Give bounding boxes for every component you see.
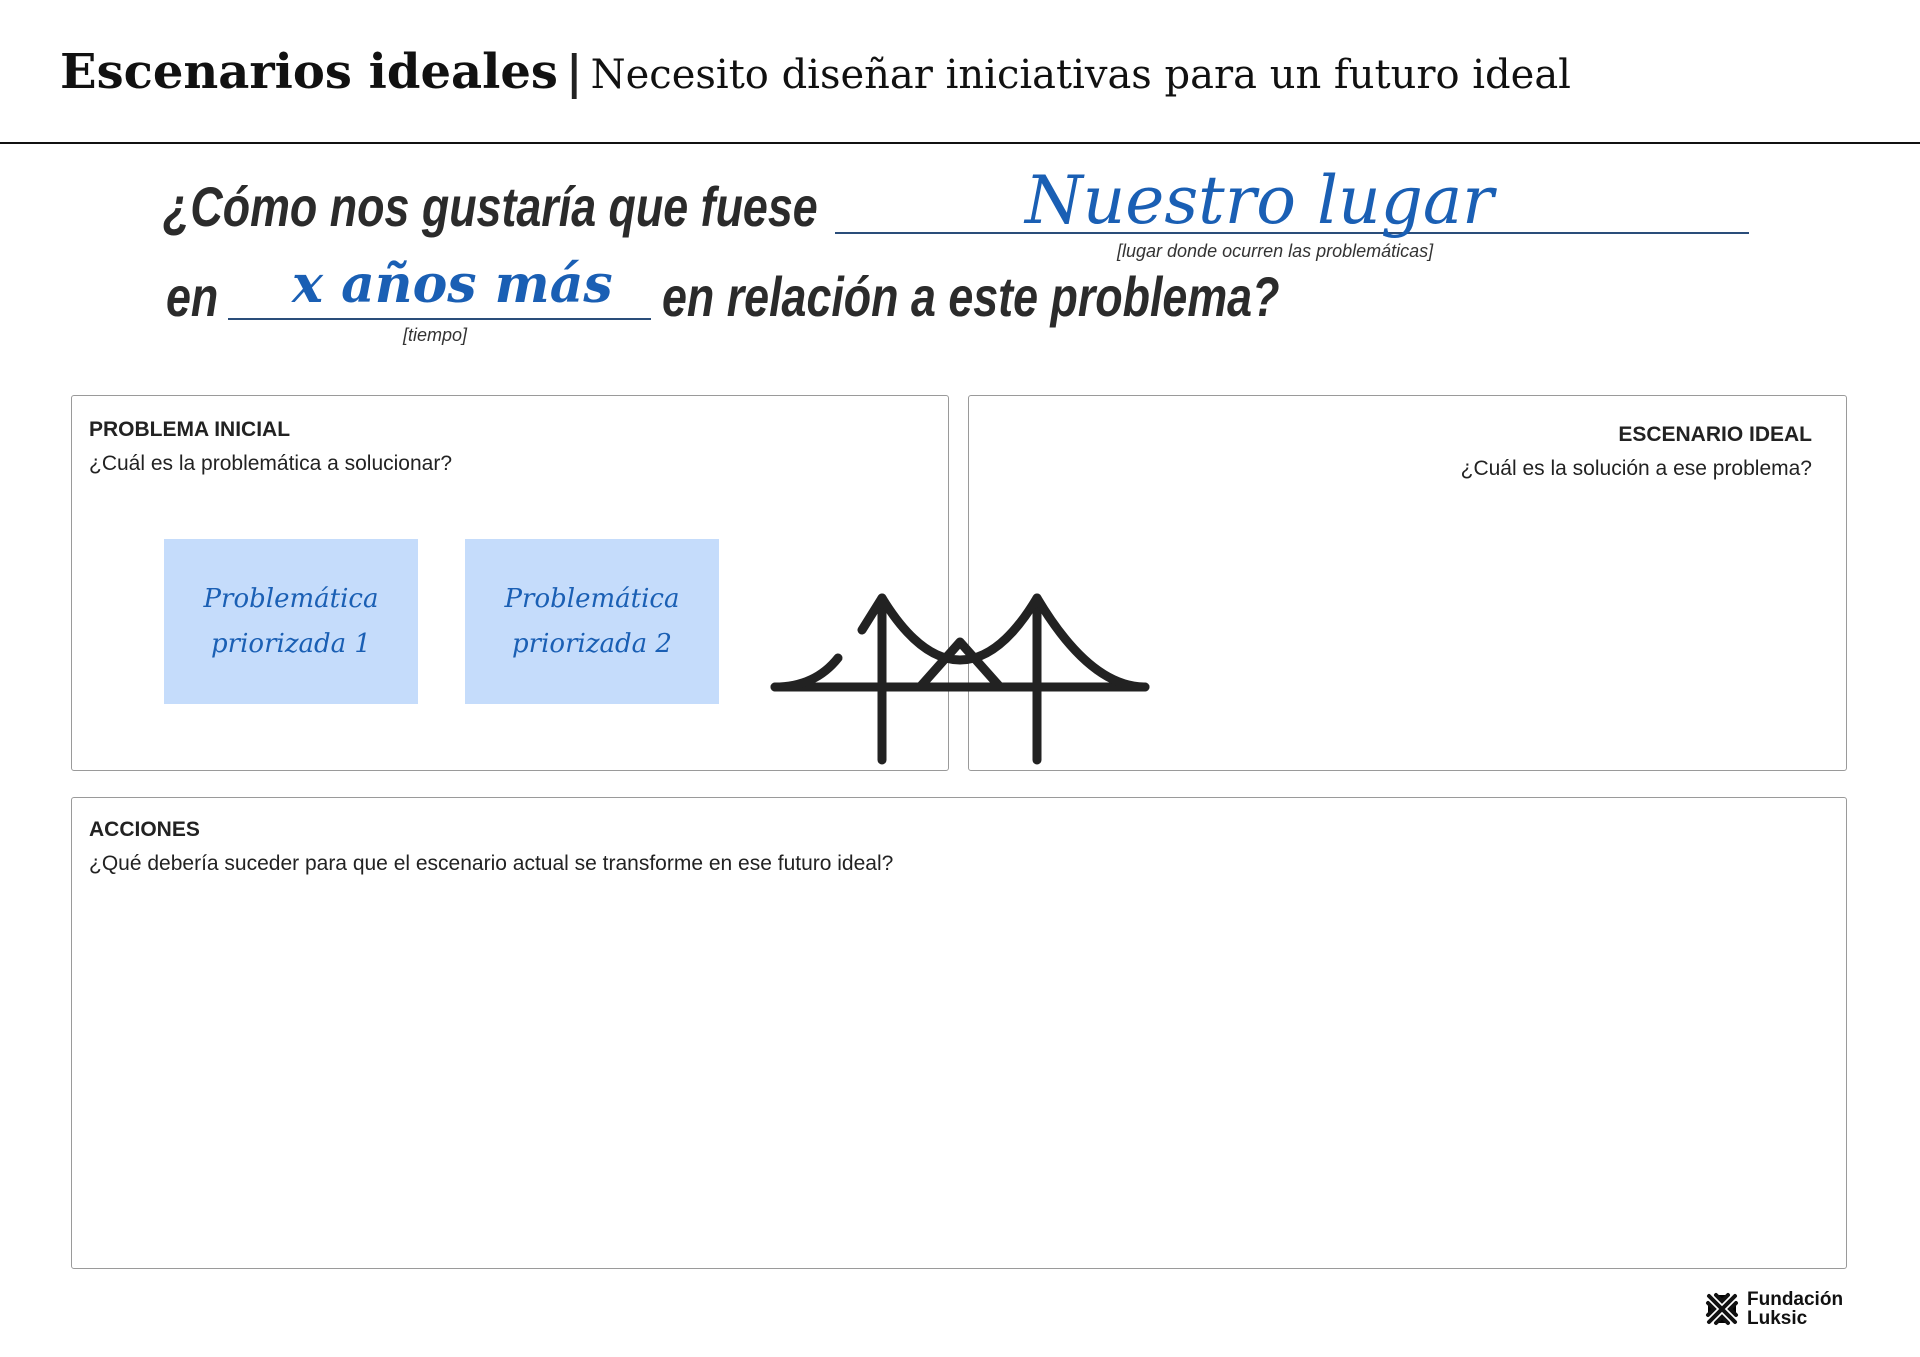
question-line2-suffix: en relación a este problema? bbox=[662, 265, 1280, 328]
time-underline bbox=[228, 318, 651, 320]
panel-subtitle: ¿Cuál es la solución a ese problema? bbox=[1460, 457, 1812, 480]
page-subtitle: Necesito diseñar iniciativas para un futuro ideal bbox=[590, 52, 1571, 98]
panel-acciones bbox=[71, 797, 1847, 1269]
sticky-line: priorizada 1 bbox=[211, 628, 371, 659]
panel-title: ACCIONES bbox=[89, 818, 200, 841]
place-hint: [lugar donde ocurren las problemáticas] bbox=[1117, 241, 1434, 261]
sticky-line: Problemática bbox=[203, 583, 379, 614]
fundacion-luksic-logo bbox=[1705, 1290, 1843, 1328]
bridge-icon bbox=[760, 570, 1160, 770]
logo-line1: Fundación bbox=[1747, 1289, 1844, 1310]
title-separator: | bbox=[565, 45, 583, 99]
page-header bbox=[60, 44, 1571, 100]
sticky-line: priorizada 2 bbox=[512, 628, 672, 659]
page-title: Escenarios ideales bbox=[60, 44, 558, 100]
header-divider bbox=[0, 142, 1920, 144]
time-hint: [tiempo] bbox=[403, 325, 468, 345]
sticky-line: Problemática bbox=[504, 583, 680, 614]
question-line2-prefix: en bbox=[166, 265, 219, 328]
panel-title: ESCENARIO IDEAL bbox=[1618, 423, 1812, 446]
sticky-note[interactable] bbox=[465, 539, 719, 704]
panel-subtitle: ¿Qué debería suceder para que el escenario actual se transforme en ese futuro ideal? bbox=[89, 852, 894, 875]
panel-title: PROBLEMA INICIAL bbox=[89, 418, 291, 441]
place-value[interactable]: Nuestro lugar bbox=[1025, 162, 1494, 239]
time-value[interactable]: x años más bbox=[292, 254, 613, 315]
logo-mark-icon bbox=[1705, 1292, 1739, 1326]
panel-subtitle: ¿Cuál es la problemática a solucionar? bbox=[89, 452, 453, 475]
logo-line2: Luksic bbox=[1747, 1308, 1808, 1329]
question-line1: ¿Cómo nos gustaría que fuese bbox=[163, 175, 818, 238]
sticky-note[interactable] bbox=[164, 539, 418, 704]
